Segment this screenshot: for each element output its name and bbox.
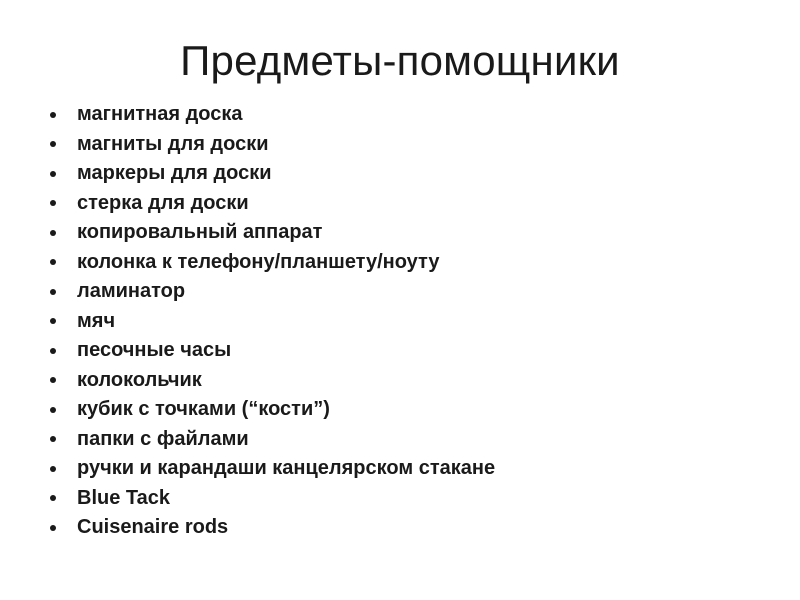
list-item	[50, 277, 495, 307]
list-item	[50, 248, 495, 278]
list-item	[50, 218, 495, 248]
bullet-icon	[50, 436, 56, 442]
bullet-icon	[50, 289, 56, 295]
bullet-icon	[50, 259, 56, 265]
list-item-text: папки с файлами	[77, 427, 249, 450]
list-item-text: мяч	[77, 309, 116, 332]
list-item-text: магнитная доска	[77, 103, 243, 126]
bullet-icon	[50, 112, 56, 118]
bullet-icon	[50, 525, 56, 531]
list-item-text: ручки и карандаши канцелярском стакане	[77, 457, 496, 480]
list-item-text: кубик с точками (“кости”)	[77, 398, 330, 421]
list-item	[50, 189, 495, 219]
list-item-text: Blue Tack	[77, 486, 170, 509]
bullet-icon	[50, 200, 56, 206]
list-item	[50, 395, 495, 425]
bullet-list	[50, 100, 495, 543]
list-item	[50, 307, 495, 337]
bullet-icon	[50, 495, 56, 501]
list-item-text: копировальный аппарат	[77, 221, 323, 244]
list-item	[50, 484, 495, 514]
bullet-icon	[50, 318, 56, 324]
list-item	[50, 159, 495, 189]
list-item-text: стерка для доски	[77, 191, 249, 214]
list-item	[50, 130, 495, 160]
list-item-text: ламинатор	[77, 280, 186, 303]
bullet-icon	[50, 141, 56, 147]
bullet-icon	[50, 171, 56, 177]
list-item-text: маркеры для доски	[77, 162, 272, 185]
list-item	[50, 100, 495, 130]
list-item-text: песочные часы	[77, 339, 232, 362]
bullet-icon	[50, 377, 56, 383]
slide-title: Предметы-помощники	[180, 37, 620, 84]
list-item	[50, 454, 495, 484]
list-item	[50, 336, 495, 366]
list-item-text: Cuisenaire rods	[77, 516, 229, 539]
bullet-icon	[50, 407, 56, 413]
bullet-icon	[50, 466, 56, 472]
list-item	[50, 513, 495, 543]
list-item-text: колокольчик	[77, 368, 202, 391]
bullet-icon	[50, 230, 56, 236]
list-item-text: магниты для доски	[77, 132, 269, 155]
list-item	[50, 425, 495, 455]
list-item	[50, 366, 495, 396]
bullet-icon	[50, 348, 56, 354]
list-item-text: колонка к телефону/планшету/ноуту	[77, 250, 440, 273]
